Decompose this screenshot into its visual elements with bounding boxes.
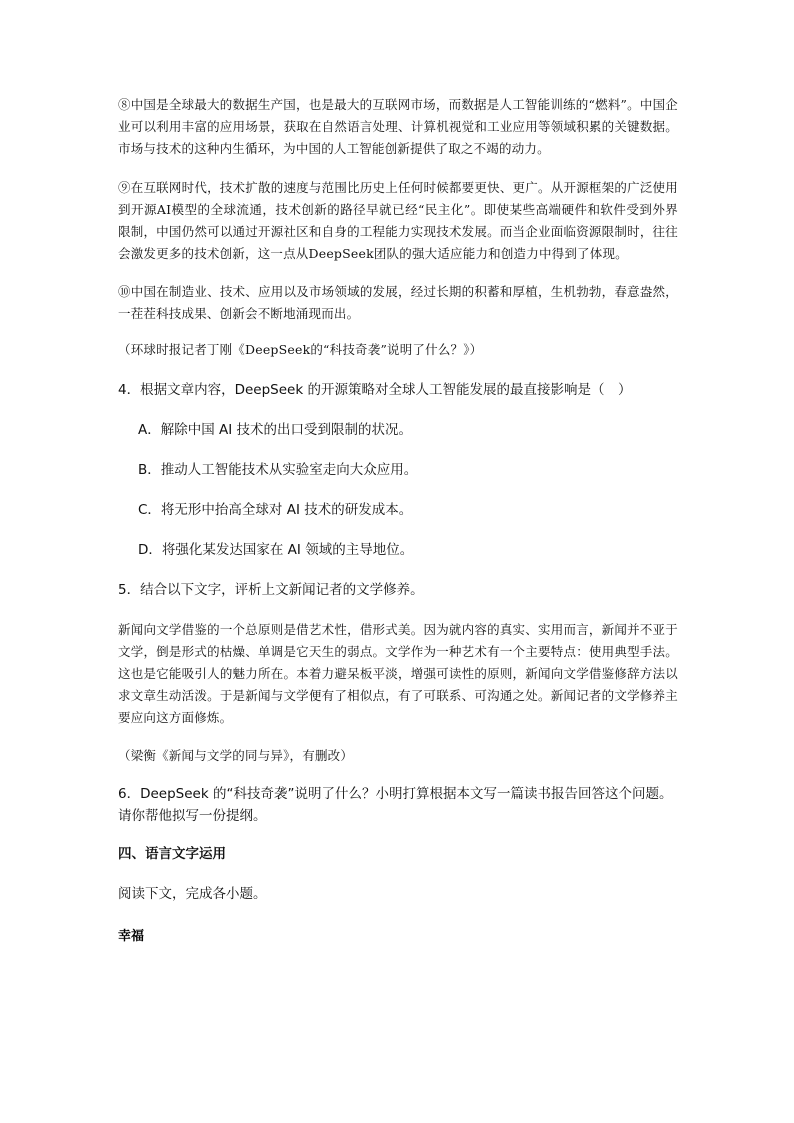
section-4-instruction: 阅读下文，完成各小题。 [118, 886, 267, 902]
question-4-option-a: A．解除中国 AI 技术的出口受到限制的状况。 [138, 422, 413, 438]
article-paragraph-9: ⑨在互联网时代，技术扩散的速度与范围比历史上任何时候都要更快、更广。从开源框架的广泛使用到开源AI模型的全球流通，技术创新的路径早就已经“民主化”。即使某些高端硬件和软件受到外界限制，中国仍然可以通过开源社区和自身的工程能力实现技术发展。而当企业面临资源限制时，往往会激发更多的技术创新，这一点从DeepSeek团队的强大适应能力和创造力中得到了体现。 [118, 180, 678, 261]
question-5-stem: 5．结合以下文字，评析上文新闻记者的文学修养。 [118, 582, 424, 598]
article-paragraph-8: ⑧中国是全球最大的数据生产国，也是最大的互联网市场，而数据是人工智能训练的“燃料”。中国企业可以利用丰富的应用场景，获取在自然语言处理、计算机视觉和工业应用等领域积累的关键数据。市场与技术的这种内生循环，为中国的人工智能创新提供了取之不竭的动力。 [118, 97, 678, 156]
question-4-option-c: C．将无形中抬高全球对 AI 技术的研发成本。 [138, 502, 413, 518]
article-source: （环球时报记者丁刚《DeepSeek的“科技奇袭”说明了什么？》） [118, 342, 483, 357]
question-4-option-d: D．将强化某发达国家在 AI 领域的主导地位。 [138, 542, 414, 558]
question-6-stem: 6．DeepSeek 的“科技奇袭”说明了什么？小明打算根据本文写一篇读书报告回答这个问题。请你帮他拟写一份提纲。 [118, 786, 673, 824]
section-4-heading: 四、语言文字运用 [118, 846, 226, 862]
question-4-stem: 4．根据文章内容，DeepSeek 的开源策略对全球人工智能发展的最直接影响是（ ） [118, 382, 632, 398]
question-4-option-b: B．推动人工智能技术从实验室走向大众应用。 [138, 462, 418, 478]
passage-title: 幸福 [118, 929, 145, 944]
article-paragraph-10: ⑩中国在制造业、技术、应用以及市场领域的发展，经过长期的积蓄和厚植，生机勃勃，春意盎然，一茬茬科技成果、创新会不断地涌现而出。 [118, 284, 678, 321]
page-content [118, 94, 678, 957]
question-5-passage: 新闻向文学借鉴的一个总原则是借艺术性，借形式美。因为就内容的真实、实用而言，新闻并不亚于文学，倒是形式的枯燥、单调是它天生的弱点。文学作为一种艺术有一个主要特点：使用典型手法。这也是它能吸引人的魅力所在。本着力避呆板平淡，增强可读性的原则，新闻向文学借鉴修辞方法以求文章生动活泼。于是新闻与文学便有了相似点，有了可联系、可沟通之处。新闻记者的文学修养主要应向这方面修炼。 [118, 622, 678, 725]
question-5-source: （梁衡《新闻与文学的同与异》，有删改） [118, 748, 354, 763]
